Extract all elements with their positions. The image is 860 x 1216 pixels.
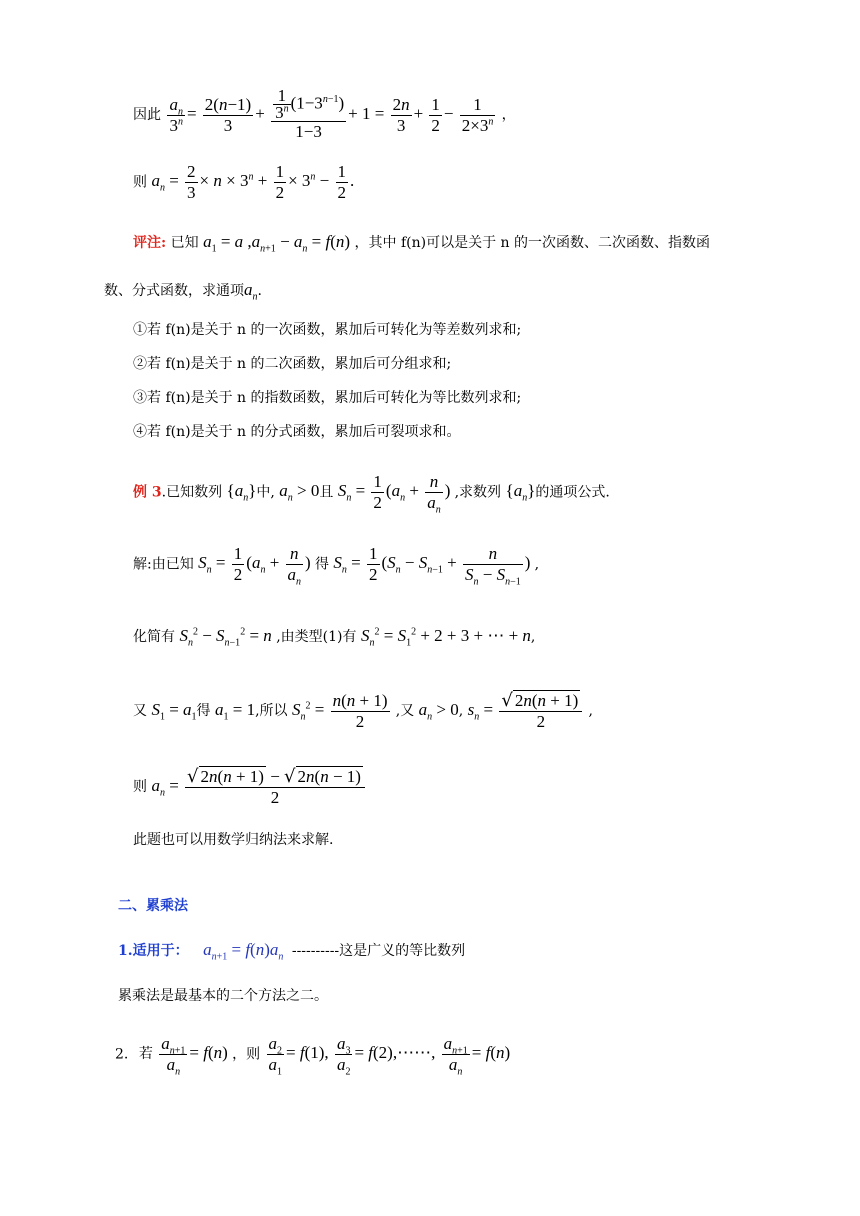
note-item: ①若 f(n)是关于 n 的一次函数，累加后可转化为等差数列求和; (133, 322, 522, 338)
example-3: 例 3.已知数列 $\{a_n\}$中, $a_n > 0$且 $S_n$ = $\frac{1}{2}$ ($a_n$ + $\frac{n}{a_n}$ ) ,求数列 $\{a_n\}$的通项公式. (133, 472, 610, 516)
note-line: 评注: 已知 $a_1 = a$ $,a_{n+1} - a_n = f(n)$ ，其中 f(n)可以是关于 n 的一次函数、二次函数、指数函 (133, 232, 711, 255)
equation-line-2: 则 $a_n$ = $\frac{2}{3}$ × $n \times 3^n$ + $\frac{1}{2}$ × $3^n$ − $\frac{1}{2}$ . (133, 162, 355, 202)
solution-line-4: 则 $a_n$ = $\frac{√ 2n(n + 1) - √ 2n(n - 1)}{2}$ (133, 766, 367, 808)
solution-line-3: 又 $S_1 = a_1$得 $a_1 = 1$,所以 $S_n^2$ = $\frac{n(n + 1)}{2}$ ,又 $a_n > 0$, $s_n$ = $\frac{√ 2n(n + 1)}{2}$ , (133, 690, 593, 731)
note-item: ②若 f(n)是关于 n 的二次函数，累加后可分组求和; (133, 356, 452, 372)
section-heading: 二、累乘法 (118, 898, 188, 914)
solution-remark: 此题也可以用数学归纳法来求解. (133, 832, 334, 848)
example-label: 例 3 (133, 484, 162, 501)
apply-line: 1.适用于： $a_{n+1} = f(n)a_n$ ----------这是广义的等比数列 (118, 940, 466, 963)
equation-line-1: 因此 $\frac{a_n}{3^n}$ = $\frac{2(n-1)}{3}$ + $\frac{1}{3^n}$ $(1-3^{n-1})$ 1−3 + 1 = $\frac{2n}{3}$ + $\frac{1}{2}$ − $\frac{1}{2\times 3^n}$ ， (133, 86, 516, 141)
method-description: 累乘法是最基本的二个方法之二。 (118, 988, 328, 1004)
solution-line-2: 化简有 $S_n^2 - S_{n-1}^2 = n$ ,由类型(1)有 $S_n^2 = S_1^2 + 2 + 3$ + ⋯ + n, (133, 626, 536, 649)
note-item: ③若 f(n)是关于 n 的指数函数，累加后可转化为等比数列求和; (133, 390, 522, 406)
note-item: ④若 f(n)是关于 n 的分式函数，累加后可裂项求和。 (133, 424, 461, 440)
solution-line-1: 解:由已知 $S_n$ = $\frac{1}{2}$ ($a_n$ + $\frac{n}{a_n}$ ) 得 $S_n$ = $\frac{1}{2}$ ($S_n - S_{n-1}$ + $\frac{n}{S_n - S_{n-1}}$ ) , (133, 544, 540, 588)
item-2: 2. 若 $\frac{a_{n+1}}{a_n}$ = f(n) ，则 $\frac{a_2}{a_1}$ = f(1), $\frac{a_3}{a_2}$ = f(2),⋯⋯, $\frac{a_{n+1}}{a_n}$ = f(n) (115, 1034, 511, 1078)
note-continuation: 数、分式函数，求通项$a_n$. (104, 280, 262, 303)
note-heading: 评注: (133, 235, 167, 251)
